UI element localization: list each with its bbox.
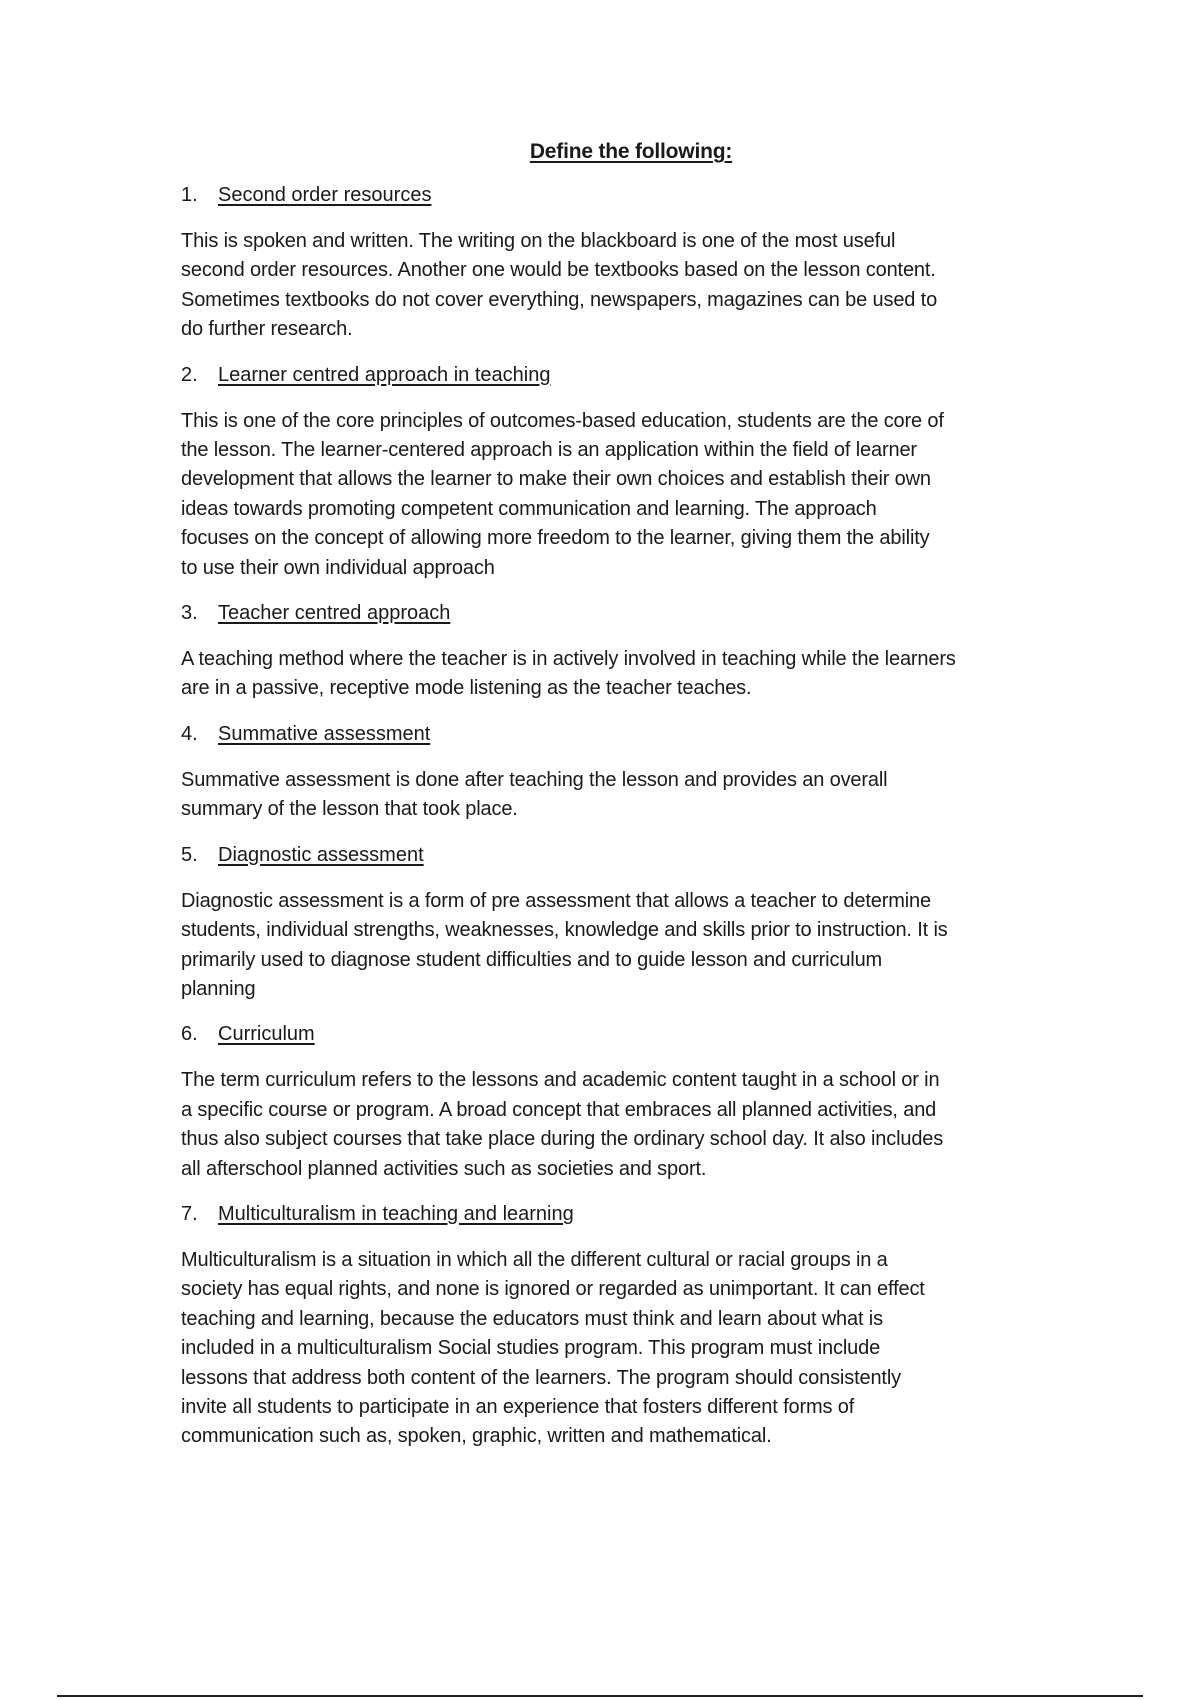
heading-text: Multiculturalism in teaching and learning bbox=[218, 1202, 574, 1225]
definition-item bbox=[181, 600, 1061, 704]
page-title: Define the following: bbox=[529, 140, 733, 163]
definition-body: Multiculturalism is a situation in which all the different cultural or racial groups in a society has equal rights, and none is ignored or regarded as unimportant. It can effect teaching and learning, because the educators must think and learn about what is included in a multiculturalism Social studies program. This program must include lessons that address both content of the learners. The program should consistently invite all students to participate in an experience that fosters different forms of communication such as, spoken, graphic, written and mathematical. bbox=[181, 1248, 925, 1448]
definition-body: The term curriculum refers to the lessons and academic content taught in a school or in a specific course or program. A broad concept that embraces all planned activities, and thus also subject courses that take place during the ordinary school day. It also includes all afterschool planned activities such as societies and sport. bbox=[181, 1069, 944, 1180]
definition-heading bbox=[181, 721, 1061, 747]
definition-heading bbox=[181, 362, 1061, 388]
definition-heading bbox=[181, 600, 1061, 626]
definition-heading bbox=[181, 1021, 1061, 1047]
item-number: 7. bbox=[181, 1202, 198, 1225]
definition-item bbox=[181, 842, 1061, 1005]
definition-item bbox=[181, 1201, 1061, 1452]
item-number: 2. bbox=[181, 363, 198, 386]
definition-body: Summative assessment is done after teaching the lesson and provides an overall summary of the lesson that took place. bbox=[181, 768, 888, 821]
heading-text: Summative assessment bbox=[218, 722, 431, 745]
heading-text: Diagnostic assessment bbox=[218, 843, 424, 866]
definition-body: This is one of the core principles of outcomes-based education, students are the core of the lesson. The learner-centered approach is an application within the field of learner development that allows the learner to make their own choices and establish their own ideas towards promoting competent communication and learning. The approach focuses on the concept of allowing more freedom to the learner, giving them the ability to use their own individual approach bbox=[181, 409, 944, 579]
definition-heading bbox=[181, 1201, 1061, 1227]
definition-heading bbox=[181, 842, 1061, 868]
definition-body: A teaching method where the teacher is in actively involved in teaching while the learners are in a passive, receptive mode listening as the teacher teaches. bbox=[181, 648, 956, 700]
footer-rule bbox=[57, 1695, 1143, 1697]
item-number: 4. bbox=[181, 722, 198, 745]
definition-body: Diagnostic assessment is a form of pre assessment that allows a teacher to determine students, individual strengths, weaknesses, knowledge and skills prior to instruction. It is primarily used to diagnose student difficulties and to guide lesson and curriculum planning bbox=[181, 889, 948, 1000]
heading-text: Second order resources bbox=[218, 184, 432, 206]
item-number: 1. bbox=[181, 184, 198, 206]
definition-item bbox=[181, 721, 1061, 825]
heading-text: Teacher centred approach bbox=[218, 602, 451, 625]
definition-item bbox=[181, 362, 1061, 583]
definition-body: This is spoken and written. The writing on the blackboard is one of the most useful second order resources. Another one would be textbooks based on the lesson content. Sometimes textbooks do not cover everything, newspapers, magazines can be used to do further research. bbox=[181, 230, 938, 341]
definition-item bbox=[181, 1021, 1061, 1184]
item-number: 5. bbox=[181, 843, 198, 866]
heading-text: Curriculum bbox=[218, 1023, 315, 1046]
item-number: 6. bbox=[181, 1023, 198, 1046]
definition-heading bbox=[181, 182, 1061, 208]
heading-text: Learner centred approach in teaching bbox=[218, 363, 551, 386]
definition-item bbox=[181, 182, 1061, 345]
document-content bbox=[181, 140, 1061, 1469]
item-number: 3. bbox=[181, 602, 198, 625]
